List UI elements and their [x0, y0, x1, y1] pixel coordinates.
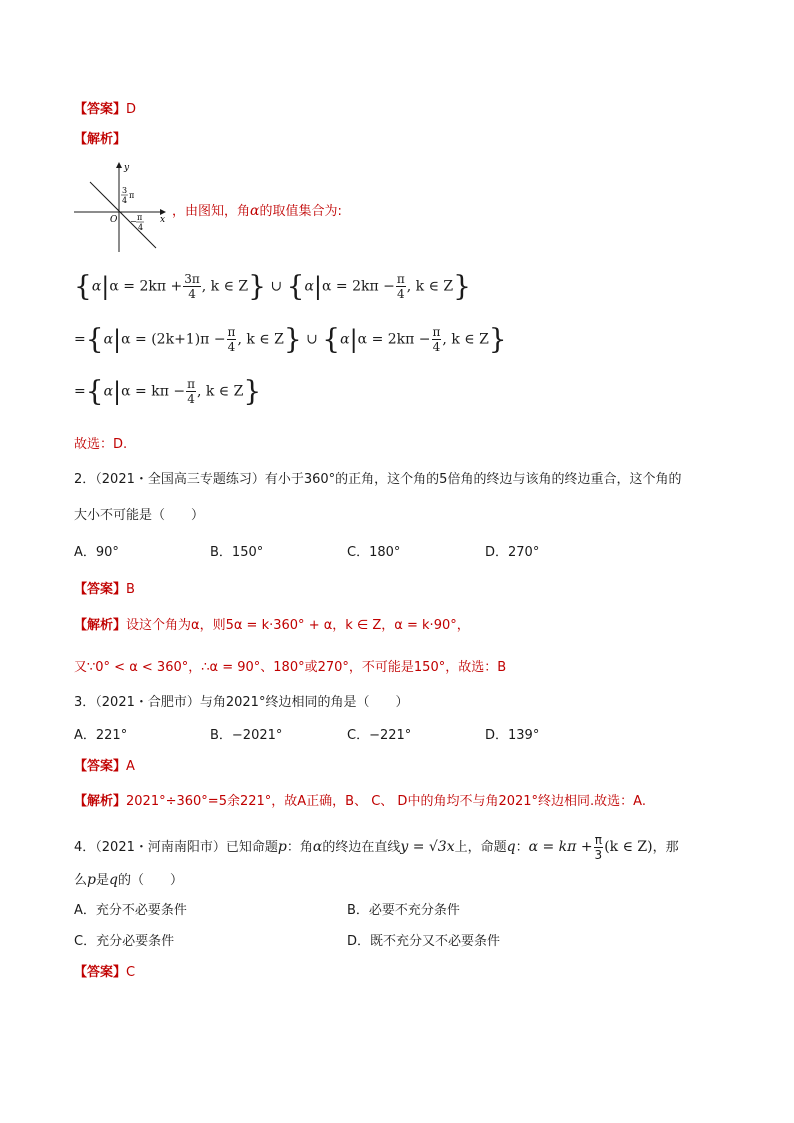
- q3-option-a: A．221°: [74, 728, 128, 743]
- figure-caption: ，由图知，角α的取值集合为:: [172, 203, 342, 219]
- answer-value: D: [126, 102, 137, 117]
- fig-origin-label: O: [110, 215, 118, 225]
- q1-conclusion: 故选：D.: [74, 437, 128, 452]
- q2-stem-line1: 2．（2021・全国高三专题练习）有小于360°的正角，这个角的5倍角的终边与该角的终边重合，这个角的: [74, 472, 682, 487]
- q4-option-c: C．充分必要条件: [74, 934, 175, 949]
- q1-answer-line: [74, 100, 136, 120]
- q4-answer-line: 【答案】C: [74, 965, 136, 980]
- set-line-3: ={α|α = kπ − $\frac{\pi}{4}$ , k ∈ Z}: [74, 374, 262, 408]
- fig-y-label: y: [124, 163, 130, 173]
- q2-analysis-line2: 又∵0° < α < 360°，∴α = 90°、180°或270°，不可能是150°，故选：B: [74, 660, 507, 675]
- q4-stem-line1: 4．（2021・河南南阳市）已知命题p：角α的终边在直线y = √3x上，命题q：α = kπ + $\frac{\pi}{3}$ (k ∈ Z)，那: [74, 833, 679, 862]
- q3-stem: 3．（2021・合肥市）与角2021°终边相同的角是（ ）: [74, 695, 409, 710]
- set-line-2: ={α|α = (2k+1)π − $\frac{\pi}{4}$ , k ∈ Z} ∪ {α|α = 2kπ − $\frac{\pi}{4}$ , k ∈ Z}: [74, 322, 507, 356]
- q4-option-d: D．既不充分又不必要条件: [347, 934, 501, 949]
- q2-option-a: A．90°: [74, 545, 119, 560]
- q2-option-d: D．270°: [485, 545, 540, 560]
- q1-analysis-tag: [74, 130, 126, 150]
- q2-analysis-line1: 【解析】设这个角为α，则5α = k·360° + α，k ∈ Z，α = k·90°，: [74, 618, 470, 633]
- fig-top-pi: π: [129, 191, 135, 200]
- angle-figure: [72, 160, 172, 255]
- set-line-1: {α|α = 2kπ + $\frac{3\pi}{4}$ , k ∈ Z} ∪ {α|α = 2kπ − $\frac{\pi}{4}$ , k ∈ Z}: [74, 269, 471, 303]
- q3-option-d: D．139°: [485, 728, 540, 743]
- q2-option-c: C．180°: [347, 545, 401, 560]
- q3-answer-line: 【答案】A: [74, 759, 135, 774]
- q3-option-c: C．−221°: [347, 728, 412, 743]
- q2-answer-line: 【答案】B: [74, 582, 135, 597]
- q4-option-b: B．必要不充分条件: [347, 903, 460, 918]
- q2-option-b: B．150°: [210, 545, 264, 560]
- analysis-tag: 【解析】: [74, 132, 127, 147]
- fig-low-num: π: [137, 213, 143, 222]
- q4-option-a: A．充分不必要条件: [74, 903, 187, 918]
- q2-stem-line2: 大小不可能是（ ）: [74, 508, 205, 523]
- fig-top-num: 3: [122, 186, 128, 195]
- fig-low-minus: −: [130, 217, 137, 226]
- fig-low-den: 4: [138, 223, 144, 232]
- q3-option-b: B．−2021°: [210, 728, 283, 743]
- q3-analysis-line: 【解析】2021°÷360°=5余221°，故A正确，B、 C、 D中的角均不与角2021°终边相同.故选：A.: [74, 794, 646, 809]
- answer-tag: 【答案】: [74, 102, 127, 117]
- fig-x-label: x: [160, 215, 166, 225]
- q4-stem-line2: 么p是q的（ ）: [74, 872, 183, 888]
- fig-top-den: 4: [122, 196, 128, 205]
